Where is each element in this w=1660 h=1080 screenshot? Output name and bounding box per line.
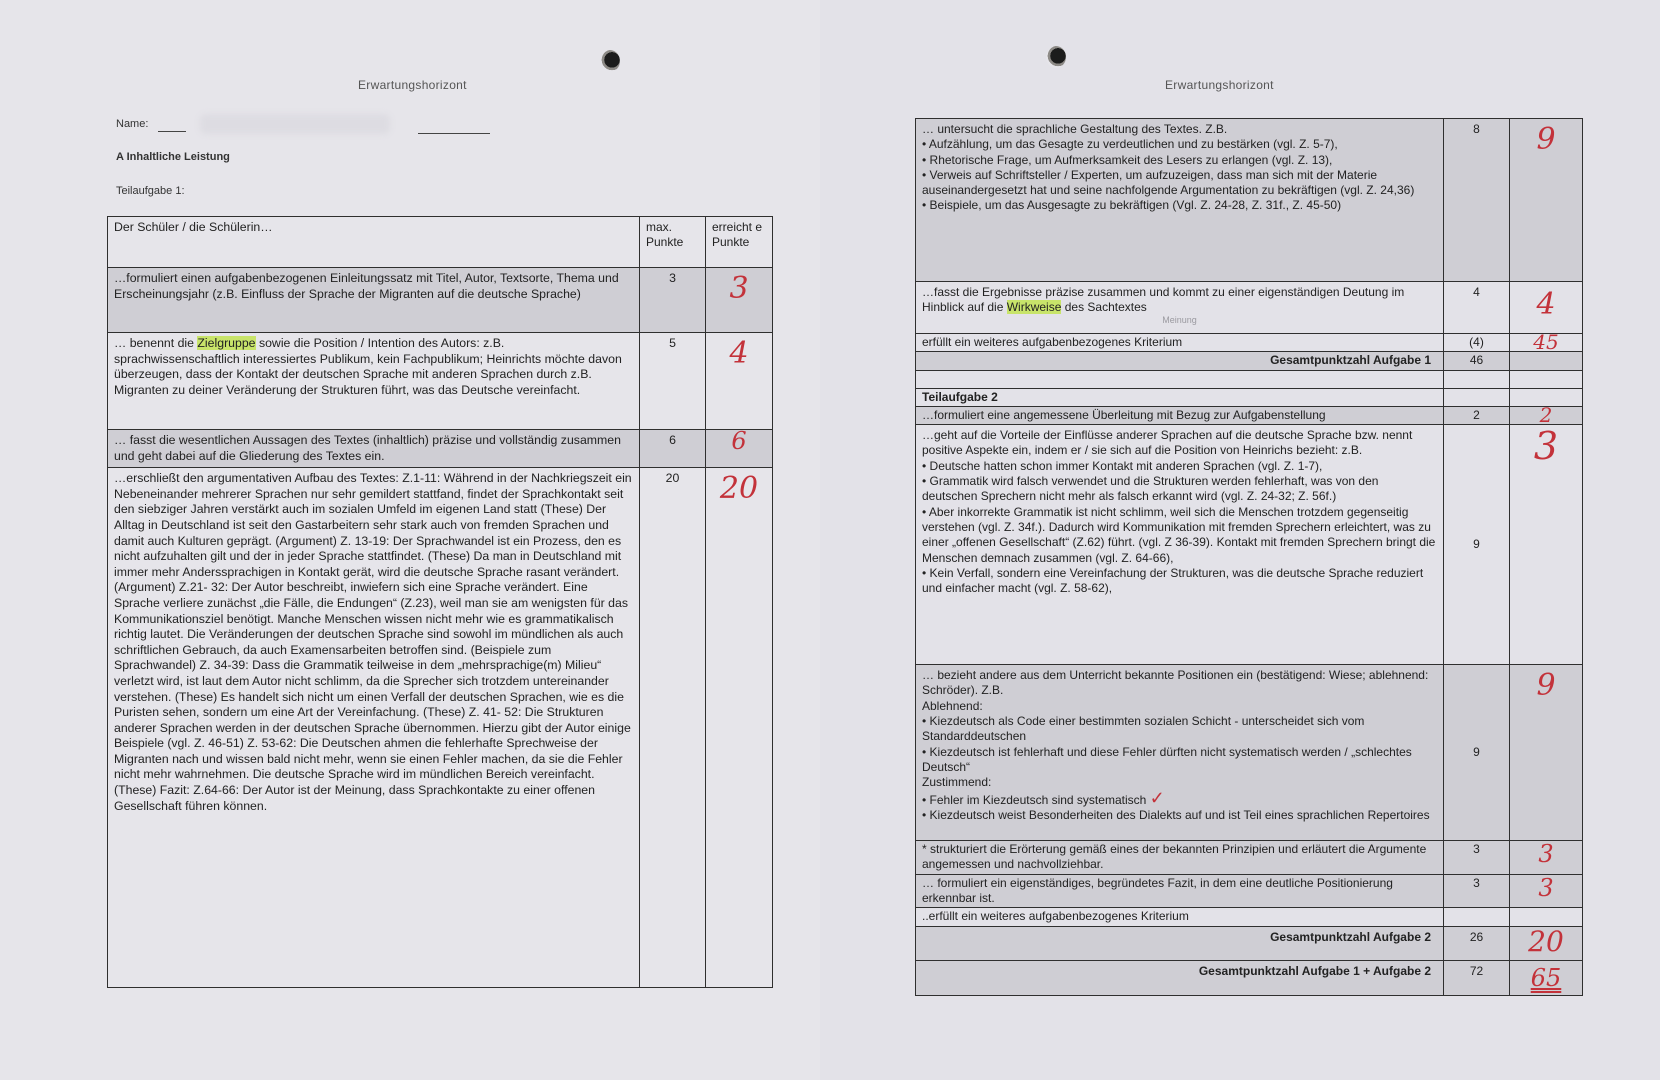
max-points: 4 — [1444, 282, 1510, 334]
max-points: 2 — [1444, 406, 1510, 424]
highlighted-word: Wirkweise — [1006, 300, 1062, 315]
total-label: Gesamtpunktzahl Aufgabe 1 — [916, 352, 1444, 370]
table-header-row — [108, 217, 773, 268]
faint-annotation: Meinung — [1162, 314, 1197, 325]
grand-total-label: Gesamtpunktzahl Aufgabe 1 + Aufgabe 2 — [916, 960, 1444, 995]
total-label: Gesamtpunktzahl Aufgabe 2 — [916, 926, 1444, 960]
criterion-text: …formuliert einen aufgabenbezogenen Einleitungssatz mit Titel, Autor, Textsorte, Thema und Erscheinungsjahr (z.B. Einfluss der Sprache der Migranten auf die deutsche Sprache) — [108, 268, 640, 333]
total-row — [916, 926, 1583, 960]
total-max: 26 — [1444, 926, 1510, 960]
max-points: 20 — [640, 468, 706, 988]
total-max: 46 — [1444, 352, 1510, 370]
grand-total-max: 72 — [1444, 960, 1510, 995]
grading-table-right — [915, 118, 1583, 996]
table-row — [916, 282, 1583, 334]
max-points: (4) — [1444, 334, 1510, 352]
max-points: 8 — [1444, 119, 1510, 282]
criterion-text: … untersucht die sprachliche Gestaltung des Textes. Z.B. • Aufzählung, um das Gesagte zu verdeutlichen und zu bestärken (vgl. Z. 5-7), • Rhetorische Frage, um Aufmerksamkeit des Lesers zu erlangen (vgl. Z. 13), • Verweis auf Schriftsteller / Experten, um aufzuzeigen, dass man sich mit der Materie auseinandergesetzt hat und seine nachfolgende Argumentation zu bekräftigen (vgl. Z. 24,36) • Beispiele, um das Ausgesagte zu bekräftigen (Vgl. Z. 24-28, Z. 31f., Z. 45-50) — [916, 119, 1444, 282]
table-row — [916, 119, 1583, 282]
criterion-text: … formuliert ein eigenständiges, begründetes Fazit, in dem eine deutliche Positionierung erkennbar ist. — [916, 874, 1444, 908]
checkmark-icon: ✓ — [1149, 787, 1165, 809]
subtask-row — [916, 388, 1583, 406]
left-page — [0, 0, 820, 1080]
achieved-points-handwritten: 6 — [706, 430, 773, 468]
header-achieved-points: erreicht e Punkte — [706, 217, 773, 268]
punch-hole-icon — [1046, 46, 1066, 68]
achieved-points-handwritten: 20 — [706, 468, 773, 988]
header-criteria: Der Schüler / die Schülerin… — [108, 217, 640, 268]
max-points: 3 — [1444, 874, 1510, 908]
criterion-text: ..erfüllt ein weiteres aufgabenbezogenes Kriterium — [916, 908, 1444, 926]
achieved-points-handwritten: 3 — [1510, 425, 1583, 665]
total-score-handwritten: 20 — [1510, 926, 1583, 960]
criterion-text: …fasst die Ergebnisse präzise zusammen und kommt zu einer eigenständigen Deutung im Hinblick auf die Wirkweise des Sachtextes Meinung — [916, 282, 1444, 334]
achieved-points-handwritten: 3 — [1510, 874, 1583, 908]
achieved-points-handwritten: 2 — [1510, 406, 1583, 424]
spacer-row — [916, 370, 1583, 388]
table-row — [108, 268, 773, 333]
achieved-points-handwritten: 4 — [706, 333, 773, 430]
criterion-text: erfüllt ein weiteres aufgabenbezogenes Kriterium — [916, 334, 1444, 352]
max-points: 9 — [1444, 665, 1510, 841]
punch-hole-icon — [600, 50, 620, 72]
table-row — [916, 334, 1583, 352]
table-row — [108, 430, 773, 468]
achieved-points-handwritten: 9 — [1510, 665, 1583, 841]
table-row — [916, 841, 1583, 875]
grand-total-score-handwritten: 65 — [1510, 960, 1583, 995]
achieved-points-handwritten: 3 — [706, 268, 773, 333]
criterion-text: … bezieht andere aus dem Unterricht bekannte Positionen ein (bestätigend: Wiese; ablehnend: Schröder). Z.B. Ablehnend: • Kiezdeutsch als Code einer bestimmten sozialen Schicht - unterscheidet sich vom Standarddeutschen • Kiezdeutsch ist fehlerhaft und diese Fehler dürften nicht systematisch werden / „schlechtes Deutsch“ Zustimmend: • Fehler im Kiezdeutsch sind systematisch ✓ • Kiezdeutsch weist Besonderheiten des Dialekts auf und ist Teil eines sprachlichen Repertoires — [916, 665, 1444, 841]
table-row — [108, 468, 773, 988]
subtask-label: Teilaufgabe 1: — [116, 185, 185, 197]
total-score-empty — [1510, 352, 1583, 370]
achieved-points-empty — [1510, 908, 1583, 926]
grading-table-left — [107, 216, 773, 988]
header-max-points: max. Punkte — [640, 217, 706, 268]
table-row — [916, 874, 1583, 908]
name-line — [158, 131, 186, 132]
criterion-text: * strukturiert die Erörterung gemäß eines der bekannten Prinzipien und erläutert die Argumente angemessen und nachvollziehbar. — [916, 841, 1444, 875]
table-row — [916, 665, 1583, 841]
achieved-points-handwritten: 4 — [1510, 282, 1583, 334]
criterion-text: …erschließt den argumentativen Aufbau des Textes: Z.1-11: Während in der Nachkriegszeit ein Nebeneinander mehrerer Sprachen nur sehr gemildert stattfand, findet der Sprachkontakt seit den siebziger Jahren verstärkt auch im sozialen Umfeld im eigenen Land statt (These) Der Alltag in Deutschland ist seit den Gastarbeitern sehr stark auch von fremden Sprachen und damit auch Kulturen geprägt. (Argument) Z. 13-19: Der Sprachwandel ist ein Prozess, den es nicht aufzuhalten gilt und der in jeder Sprache stattfindet. (These) Da man in Deutschland mit immer mehr Anderssprachigen in Kontakt gerät, wird die deutsche Sprache rasant verändert. (Argument) Z.21- 32: Der Autor beschreibt, inwiefern sich eine Sprache verändert. Eine Sprache verliere zunächst „die Fälle, die Endungen“ (Z.23), weil man sie am wenigsten für das Kommunikationsziel benötigt. Manche Menschen wissen nicht mehr wie es grammatikalisch richtig lautet. Die Veränderungen der deutschen Sprache sind sowohl im mündlichen als auch schriftlichen Gebrauch, da auch Examensarbeiten betroffen sind. (Beispiele zum Sprachwandel) Z. 34-39: Dass die Grammatik teilweise in dem „mehrsprachige(m) Milieu“ verletzt wird, ist laut dem Autor nicht schlimm, da die Sprecher sich trotzdem untereinander verstehen. (These) Es handelt sich nicht um einen Verfall der deutschen Sprachen, wie es die Puristen sehen, sondern um eine Art der Vereinfachung. (These) Z. 41- 52: Die Strukturen anderer Sprachen werden in der deutschen Sprache übernommen. Hierzu gibt der Autor einige Beispiele (vgl. Z. 46-51) Z. 53-62: Die Deutschen ahmen die fehlerhafte Sprechweise der Migranten nach und wissen bald nicht mehr, wenn sie einen Fehler machen, da sie die Fehler nicht mehr wahrnehmen. Die deutsche Sprache wird im mündlichen Bereich vereinfacht. (These) Fazit: Z.64-66: Der Autor ist der Meinung, dass Sprachkontakte zu einer offenen Gesellschaft führen können. — [108, 468, 640, 988]
achieved-points-handwritten: 45 — [1510, 334, 1583, 352]
table-row — [916, 425, 1583, 665]
max-points — [1444, 908, 1510, 926]
right-page — [820, 0, 1660, 1080]
criterion-text: … benennt die Zielgruppe sowie die Position / Intention des Autors: z.B. sprachwissenschaftlich interessiertes Publikum, kein Fachpublikum; Heinrichts möchte davon überzeugen, dass der Kontakt der deutschen Sprache mit anderen Sprachen durch z.B. Migranten zu deiner Veränderung der Strukturen führt, was das Deutsche vereinfacht. — [108, 333, 640, 430]
criterion-text: …formuliert eine angemessene Überleitung mit Bezug zur Aufgabenstellung — [916, 406, 1444, 424]
total-row — [916, 352, 1583, 370]
highlighted-word: Zielgruppe — [197, 336, 256, 350]
max-points: 3 — [1444, 841, 1510, 875]
max-points: 3 — [640, 268, 706, 333]
page-header-left: Erwartungshorizont — [358, 78, 467, 92]
table-row — [916, 908, 1583, 926]
section-title: A Inhaltliche Leistung — [116, 151, 230, 163]
achieved-points-handwritten: 9 — [1510, 119, 1583, 282]
criterion-text: …geht auf die Vorteile der Einflüsse anderer Sprachen auf die deutsche Sprache bzw. nennt positive Aspekte ein, indem er / sie sich auf die Position von Heinrichs bezieht: z.B. • Deutsche hatten schon immer Kontakt mit anderen Sprachen (vgl. Z. 1-7), • Grammatik wird falsch verwendet und die Strukturen werden fehlerhaft, was von den deutschen Sprechern nicht mehr als falsch erkannt wird (vgl. Z. 24-32; Z. 56f.) • Aber inkorrekte Grammatik ist nicht schlimm, weil sich die Menschen trotzdem gegenseitig verstehen (vgl. Z. 34f.). Dadurch wird Kommunikation mit fremden Sprechern erleichtert, was zu einer „offenen Gesellschaft“ (Z.62) führt. (vgl. Z 36-39). Kontakt mit fremden Sprechern bringt die Menschen demnach zusammen (vgl. Z. 64-66), • Kein Verfall, sondern eine Vereinfachung der Strukturen, was die deutsche Sprache reduziert und einfacher macht (vgl. Z. 58-62), — [916, 425, 1444, 665]
max-points: 6 — [640, 430, 706, 468]
subtask2-title: Teilaufgabe 2 — [916, 388, 1444, 406]
achieved-points-handwritten: 3 — [1510, 841, 1583, 875]
name-line-2 — [418, 133, 490, 134]
page-header-right: Erwartungshorizont — [1165, 78, 1274, 92]
table-row — [916, 406, 1583, 424]
name-label: Name: — [116, 118, 149, 130]
max-points: 5 — [640, 333, 706, 430]
table-row — [108, 333, 773, 430]
grand-total-row — [916, 960, 1583, 995]
redacted-name — [200, 114, 390, 134]
criterion-text: … fasst die wesentlichen Aussagen des Textes (inhaltlich) präzise und vollständig zusammen und geht dabei auf die Gliederung des Textes ein. — [108, 430, 640, 468]
max-points: 9 — [1444, 425, 1510, 665]
